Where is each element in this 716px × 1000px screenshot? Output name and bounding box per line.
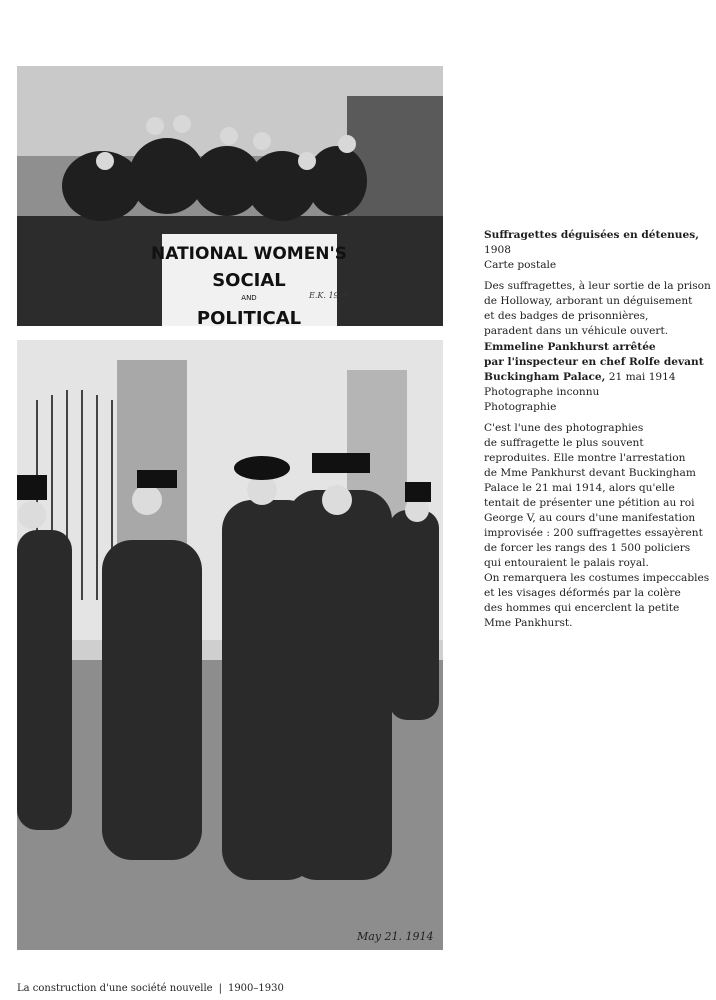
caption2-body-line: improvisée : 200 suffragettes essayèrent bbox=[484, 527, 703, 539]
footer-separator: | bbox=[218, 983, 222, 994]
caption-suffragettes-vehicle bbox=[484, 228, 709, 339]
caption2-body-line: Palace le 21 mai 1914, alors qu'elle bbox=[484, 482, 675, 494]
banner-line-4: POLITICAL bbox=[196, 308, 302, 326]
caption2-title bbox=[484, 340, 709, 385]
caption2-body-line: tentait de présenter une pétition au roi bbox=[484, 497, 695, 509]
suffragettes-vehicle-illustration bbox=[17, 66, 443, 326]
caption1-title bbox=[484, 228, 709, 258]
caption2-body-line: de suffragette le plus souvent bbox=[484, 437, 644, 449]
caption1-title-text: Suffragettes déguisées en détenues, bbox=[484, 229, 699, 241]
caption2-body-line: On remarquera les costumes impeccables bbox=[484, 572, 710, 584]
caption1-body-line: et des badges de prisonnières, bbox=[484, 310, 649, 322]
caption2-body-line: de forcer les rangs des 1 500 policiers bbox=[484, 542, 691, 554]
footer-section: La construction d'une société nouvelle bbox=[17, 983, 213, 994]
suffragettes-vehicle-photo bbox=[17, 66, 443, 326]
caption2-title-line: Emmeline Pankhurst arrêtée bbox=[484, 341, 656, 353]
caption1-body-line: paradent dans un véhicule ouvert. bbox=[484, 325, 669, 337]
caption1-body-line: Des suffragettes, à leur sortie de la prison bbox=[484, 280, 711, 292]
banner-line-2: SOCIAL bbox=[212, 270, 286, 291]
caption1-body bbox=[484, 279, 709, 339]
caption2-body bbox=[484, 421, 709, 631]
caption2-body-line: des hommes qui encerclent la petite bbox=[484, 602, 680, 614]
caption1-date: 1908 bbox=[484, 244, 511, 256]
caption2-body-line: de Mme Pankhurst devant Buckingham bbox=[484, 467, 696, 479]
page-footer bbox=[17, 983, 284, 994]
handwritten-annotation: E.K. 1909 bbox=[309, 291, 349, 300]
pankhurst-arrest-photo bbox=[17, 340, 443, 950]
caption2-body-line: C'est l'une des photographies bbox=[484, 422, 644, 434]
caption2-type: Photographie bbox=[484, 401, 557, 413]
caption2-body-line: George V, au cours d'une manifestation bbox=[484, 512, 696, 524]
caption1-type: Carte postale bbox=[484, 259, 557, 271]
caption2-date: 21 mai 1914 bbox=[605, 371, 676, 383]
footer-period: 1900–1930 bbox=[227, 983, 284, 994]
caption2-body-line: et les visages déformés par la colère bbox=[484, 587, 681, 599]
caption2-body-line: Mme Pankhurst. bbox=[484, 617, 573, 629]
caption2-body-line: reproduites. Elle montre l'arrestation bbox=[484, 452, 686, 464]
caption2-title-line: Buckingham Palace, bbox=[484, 371, 606, 383]
caption1-body-line: de Holloway, arborant un déguisement bbox=[484, 295, 693, 307]
caption2-credit: Photographe inconnu bbox=[484, 386, 600, 398]
pankhurst-arrest-illustration bbox=[17, 340, 443, 950]
banner-line-1: NATIONAL WOMEN'S bbox=[151, 244, 347, 264]
handwritten-date: May 21. 1914 bbox=[357, 930, 434, 943]
caption2-title-line: par l'inspecteur en chef Rolfe devant bbox=[484, 356, 704, 368]
caption-pankhurst-arrest bbox=[484, 340, 709, 631]
banner-line-3: AND bbox=[241, 294, 257, 302]
caption2-body-line: qui entouraient le palais royal. bbox=[484, 557, 649, 569]
